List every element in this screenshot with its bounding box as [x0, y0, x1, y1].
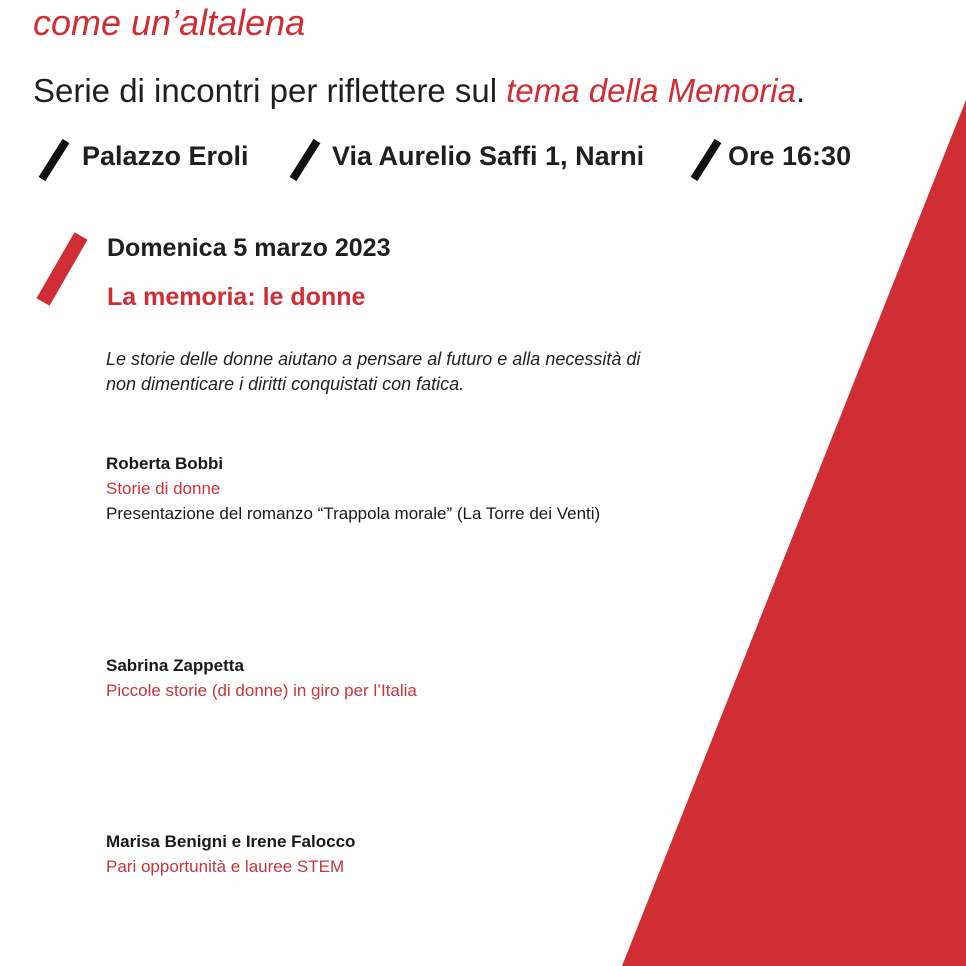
- event-date: Domenica 5 marzo 2023: [107, 234, 391, 262]
- red-slash-marker-icon: [32, 230, 90, 308]
- speaker-entry: [106, 451, 746, 526]
- speaker-entry: [106, 829, 746, 879]
- speaker-name: Sabrina Zappetta: [106, 656, 244, 675]
- subtitle-text: Serie di incontri per riflettere sul: [33, 72, 507, 109]
- speaker-entry: [106, 653, 746, 703]
- time: Ore 16:30: [728, 141, 852, 171]
- address: Via Aurelio Saffi 1, Narni: [332, 141, 645, 171]
- slash-separator-icon: [688, 137, 724, 183]
- talk-note: Presentazione del romanzo “Trappola morale” (La Torre dei Venti): [106, 504, 601, 523]
- series-subtitle: [33, 72, 805, 110]
- description-line: Le storie delle donne aiutano a pensare al futuro e alla necessità di: [106, 349, 641, 369]
- slash-separator-icon: [36, 137, 72, 183]
- talk-title: Storie di donne: [106, 479, 221, 498]
- slash-separator-icon: [287, 137, 323, 183]
- talk-title: Pari opportunità e lauree STEM: [106, 857, 345, 876]
- talk-title: Piccole storie (di donne) in giro per l’Italia: [106, 681, 417, 700]
- subtitle-emphasis: tema della Memoria: [506, 72, 796, 109]
- event-description: [106, 347, 746, 397]
- series-title: come un’altalena: [33, 2, 306, 43]
- speaker-name: Roberta Bobbi: [106, 454, 224, 473]
- event-theme: La memoria: le donne: [107, 283, 366, 311]
- venue: Palazzo Eroli: [82, 141, 249, 171]
- speaker-name: Marisa Benigni e Irene Falocco: [106, 832, 356, 851]
- subtitle-period: .: [795, 72, 806, 109]
- description-line: non dimenticare i diritti conquistati con fatica.: [106, 374, 465, 394]
